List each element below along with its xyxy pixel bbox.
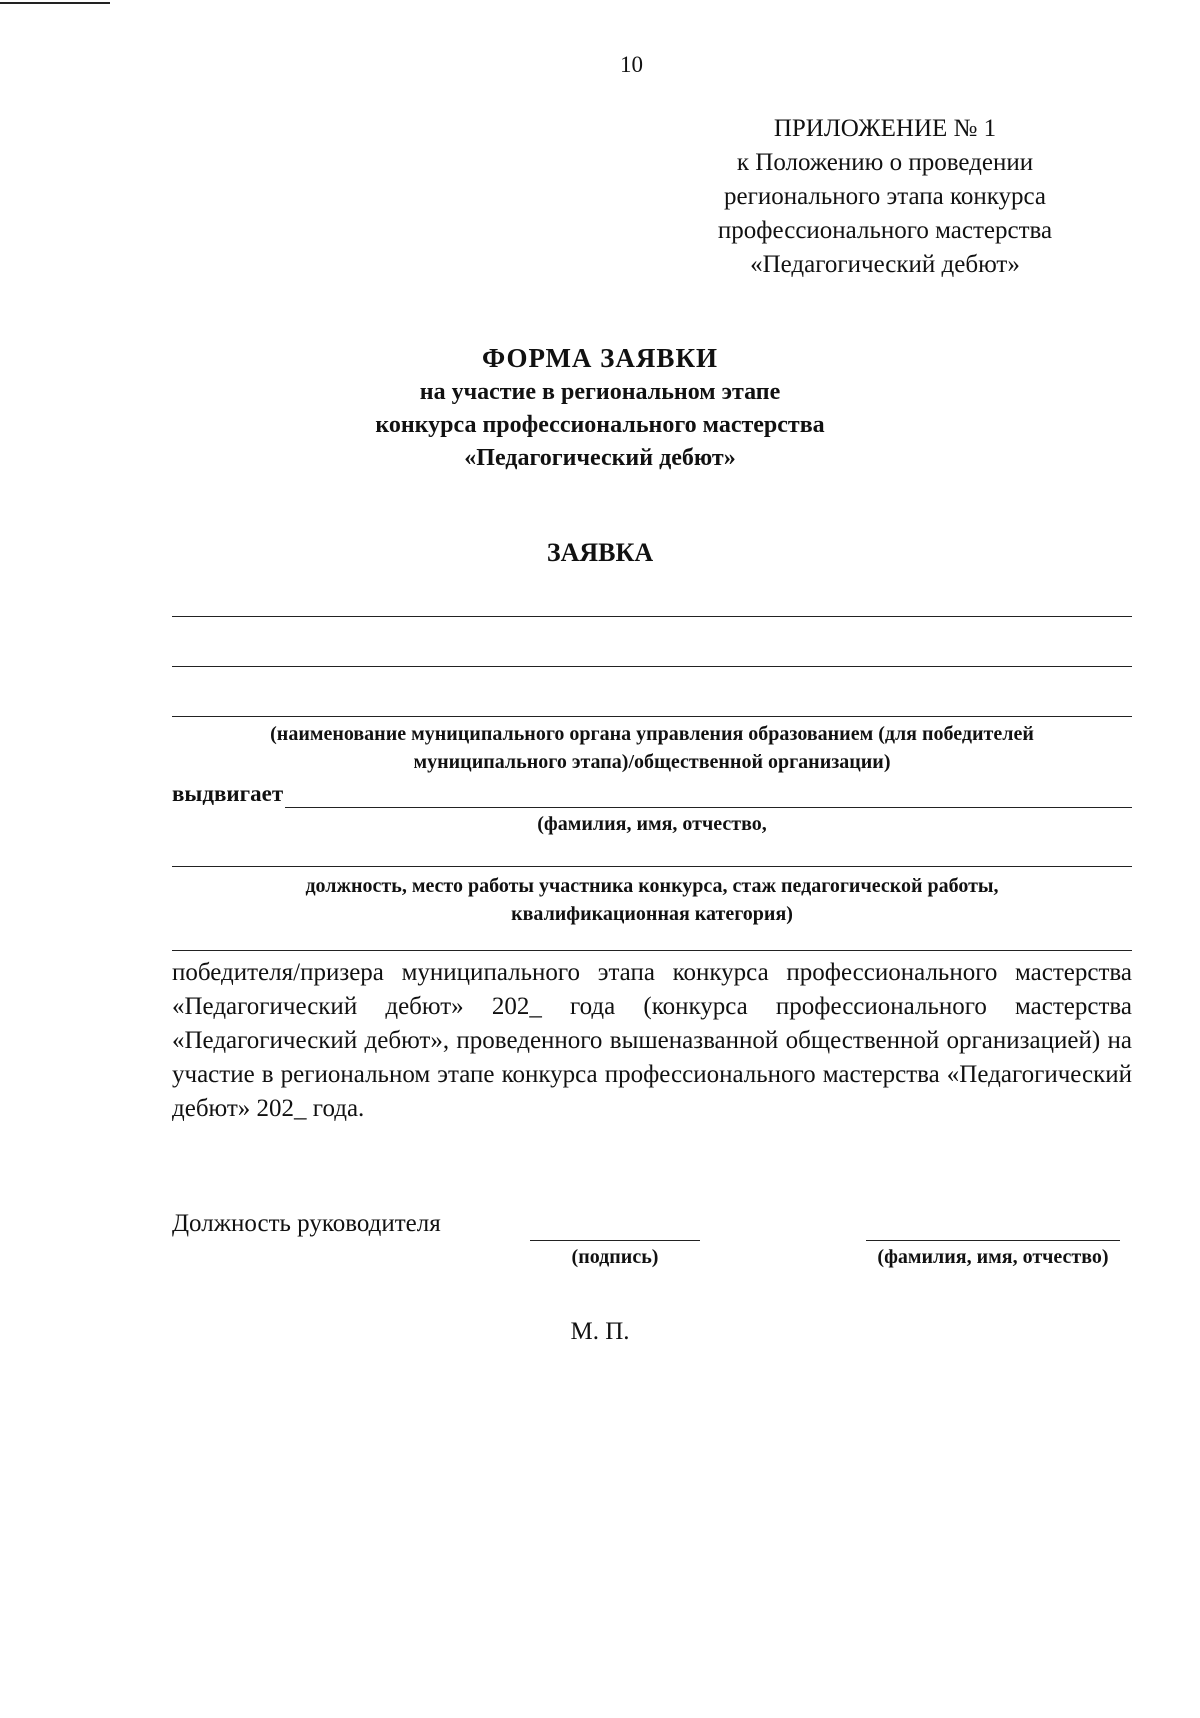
- scan-corner-mark: [0, 2, 110, 4]
- appendix-header: [700, 112, 1070, 282]
- nominates-label: выдвигает: [172, 781, 284, 806]
- nominates-row: [172, 776, 1132, 808]
- caption-line: должность, место работы участника конкурса, стаж педагогической работы,: [305, 875, 999, 897]
- appendix-line: к Положению о проведении: [736, 149, 1034, 176]
- caption-line: (фамилия, имя, отчество,: [537, 813, 767, 835]
- signature-line[interactable]: [530, 1240, 700, 1241]
- appendix-line: «Педагогический дебют»: [750, 251, 1020, 278]
- body-paragraph: победителя/призера муниципального этапа конкурса профессионального мастерства «Педагогический дебют» 202_ года (конкурса профессионального мастерства «Педагогический дебют», проведенного вышеназванной общественной организацией) на участие в региональном этапе конкурса профессионального мастерства «Педагогический дебют» 202_ года.: [172, 959, 1132, 1122]
- caption-line: квалификационная категория): [511, 903, 793, 925]
- appendix-line: регионального этапа конкурса: [723, 183, 1047, 210]
- caption-line: муниципального этапа)/общественной организации): [413, 751, 891, 773]
- caption-line: (наименование муниципального органа управления образованием (для победителей: [270, 723, 1034, 745]
- details-blank-line[interactable]: [172, 950, 1132, 951]
- stamp-label: М. П.: [570, 1318, 630, 1345]
- signature-caption: (подпись): [571, 1246, 659, 1268]
- name-caption: (фамилия, имя, отчество): [877, 1246, 1109, 1268]
- form-subtitle-line: конкурса профессионального мастерства: [375, 412, 825, 438]
- organization-blank-line[interactable]: [172, 666, 1132, 667]
- name-line[interactable]: [866, 1240, 1120, 1241]
- form-subtitle-line: на участие в региональном этапе: [419, 379, 781, 405]
- fio-caption: [172, 810, 1132, 838]
- appendix-line: ПРИЛОЖЕНИЕ № 1: [773, 115, 997, 142]
- form-header: [0, 340, 1200, 475]
- form-subtitle-line: «Педагогический дебют»: [464, 445, 736, 471]
- position-caption: [172, 872, 1132, 928]
- position-blank-line[interactable]: [172, 866, 1132, 867]
- organization-blank-line[interactable]: [172, 616, 1132, 617]
- organization-caption: [172, 720, 1132, 776]
- head-position-label: Должность руководителя: [172, 1210, 441, 1237]
- page-number: 10: [620, 52, 643, 77]
- nominee-blank-line[interactable]: [285, 785, 1132, 808]
- form-title: ФОРМА ЗАЯВКИ: [481, 343, 719, 373]
- organization-blank-line[interactable]: [172, 716, 1132, 717]
- application-title: ЗАЯВКА: [546, 538, 654, 567]
- appendix-line: профессионального мастерства: [717, 217, 1053, 244]
